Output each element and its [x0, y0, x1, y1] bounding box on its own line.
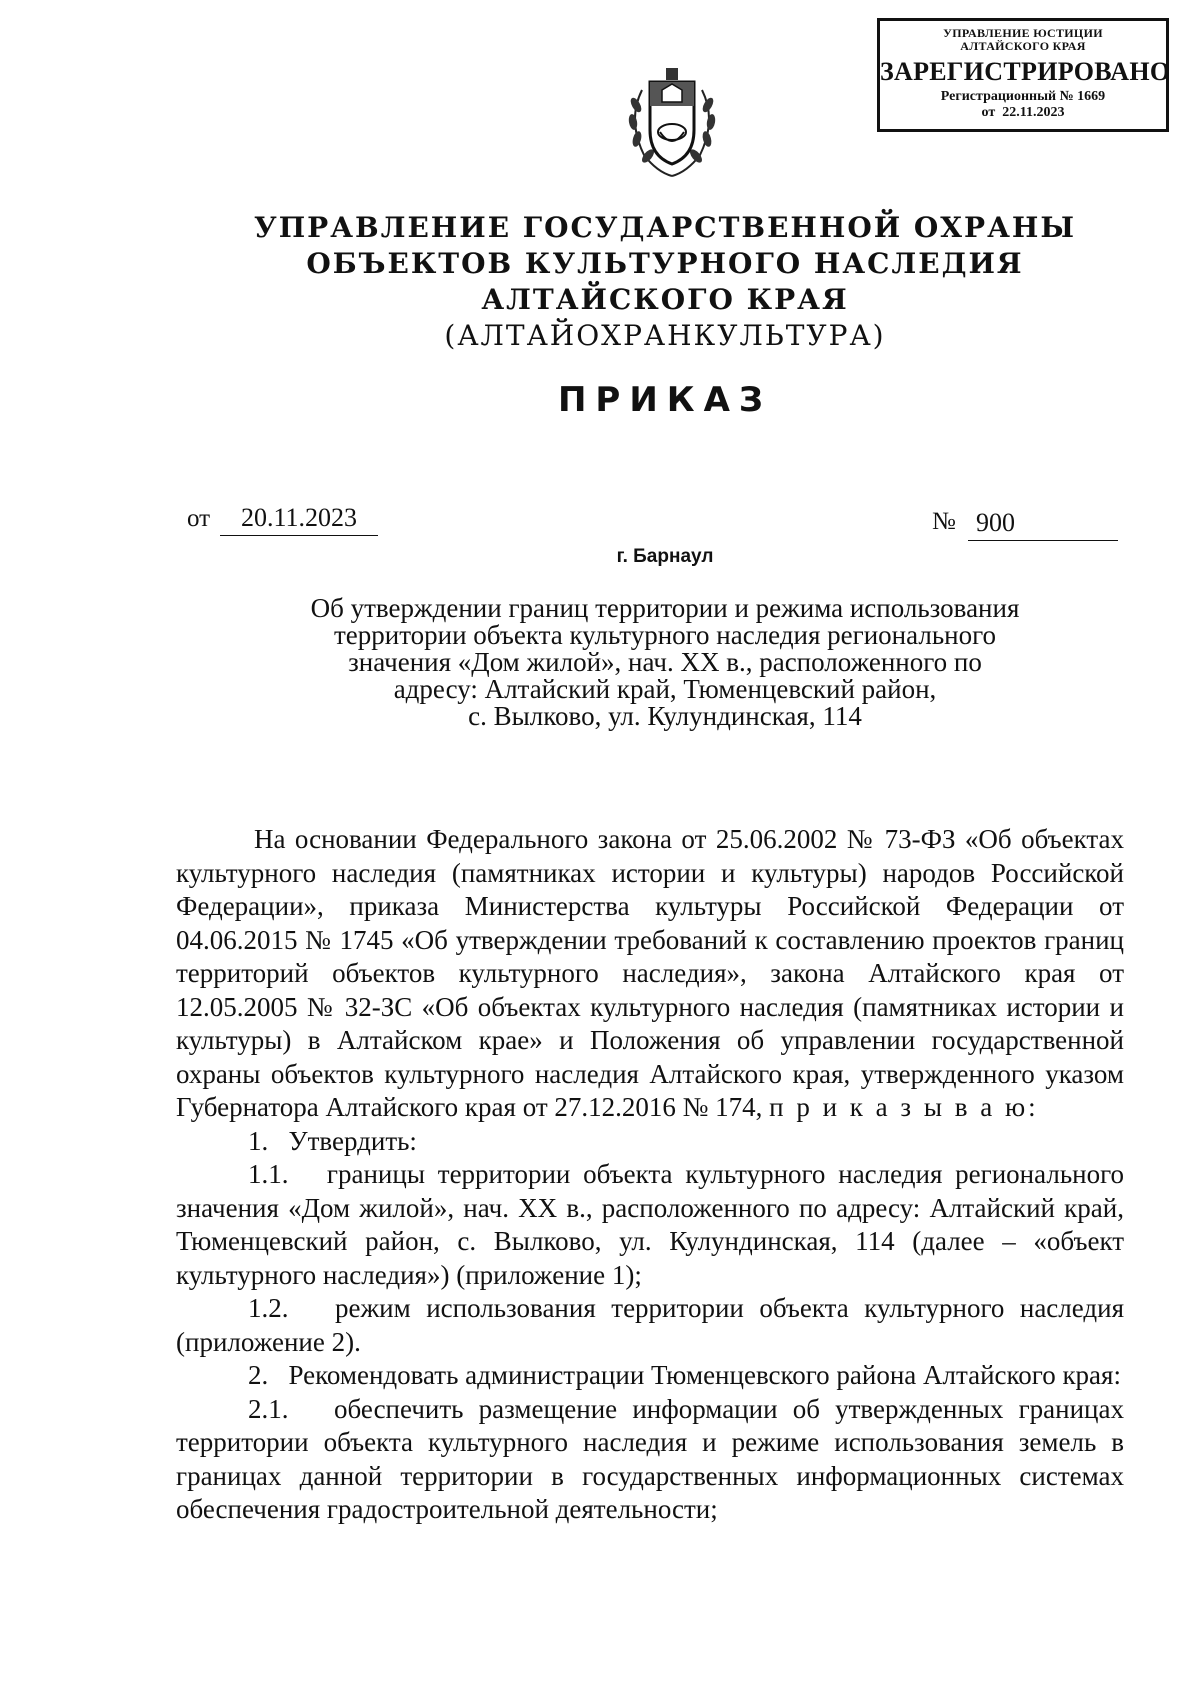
- item-1: 1. Утвердить:: [248, 1125, 417, 1156]
- registration-stamp: [877, 18, 1169, 132]
- org-abbreviation: (АЛТАЙОХРАНКУЛЬТУРА): [444, 319, 886, 352]
- org-line1: УПРАВЛЕНИЕ ГОСУДАРСТВЕННОЙ ОХРАНЫ: [254, 211, 1076, 244]
- order-date: 20.11.2023: [220, 503, 378, 536]
- item-2: 2. Рекомендовать администрации Тюменцевского района Алтайского края:: [248, 1360, 1121, 1390]
- item-1-2: 1.2. режим использования территории объекта культурного наследия (приложение 2).: [176, 1293, 1131, 1357]
- order-subject: [240, 595, 1090, 730]
- number-label: №: [932, 508, 956, 535]
- date-label: от: [187, 505, 211, 532]
- item-2-1: 2.1. обеспечить размещение информации об утвержденных границах территории объекта культурного наследия и режиме использования земель в границах данной территории в государственных информационных системах обеспечения градостроительной деятельности;: [176, 1393, 1131, 1524]
- org-line2: ОБЪЕКТОВ КУЛЬТУРНОГО НАСЛЕДИЯ: [306, 247, 1024, 280]
- order-word: п р и к а з ы в а ю:: [769, 1092, 1039, 1122]
- city-name: г. Барнаул: [616, 546, 714, 567]
- document-type-title: ПРИКАЗ: [557, 380, 773, 420]
- subject-line5: с. Вылково, ул. Кулундинская, 114: [468, 701, 862, 731]
- preamble-text: На основании Федерального закона от 25.06.2002 № 73-ФЗ «Об объектах культурного наследия (памятниках истории и культуры) народов Российской Федерации», приказа Министерства культуры Российской Федерации от 04.06.2015 № 1745 «Об утверждении требований к составлению проектов границ территорий объектов культурного наследия», закона Алтайского края от 12.05.2005 № 32-ЗС «Об объектах культурного наследия (памятниках истории и культуры) в Алтайском крае» и Положения об управлении государственной охраны объектов культурного наследия Алтайского края, утвержденного указом Губернатора Алтайского края от 27.12.2016 № 174,: [176, 824, 1124, 1122]
- order-number: 900: [968, 508, 1118, 541]
- stamp-status: ЗАРЕГИСТРИРОВАНО: [880, 57, 1171, 86]
- subject-line3: значения «Дом жилой», нач. XX в., расположенного по: [348, 647, 982, 677]
- preamble-paragraph: [176, 823, 1124, 1125]
- stamp-reg-date: от 22.11.2023: [981, 105, 1065, 120]
- coat-of-arms-emblem: [622, 60, 722, 185]
- stamp-authority-line1: УПРАВЛЕНИЕ ЮСТИЦИИ: [943, 26, 1103, 40]
- stamp-authority-line2: АЛТАЙСКОГО КРАЯ: [960, 39, 1086, 53]
- subject-line1: Об утверждении границ территории и режима использования: [310, 593, 1020, 623]
- order-body: [176, 823, 1131, 1527]
- stamp-reg-number: Регистрационный № 1669: [940, 89, 1106, 104]
- item-1-1: 1.1. границы территории объекта культурного наследия регионального значения «Дом жилой», нач. XX в., расположенного по адресу: Алтайский край, Тюменцевский район, с. Вылково, ул. Кулундинская, 114 (далее – «объект культурного наследия») (приложение 1);: [176, 1159, 1131, 1290]
- organization-name: [0, 210, 1200, 354]
- subject-line2: территории объекта культурного наследия регионального: [333, 620, 996, 650]
- subject-line4: адресу: Алтайский край, Тюменцевский район,: [393, 674, 937, 704]
- org-line3: АЛТАЙСКОГО КРАЯ: [481, 283, 849, 316]
